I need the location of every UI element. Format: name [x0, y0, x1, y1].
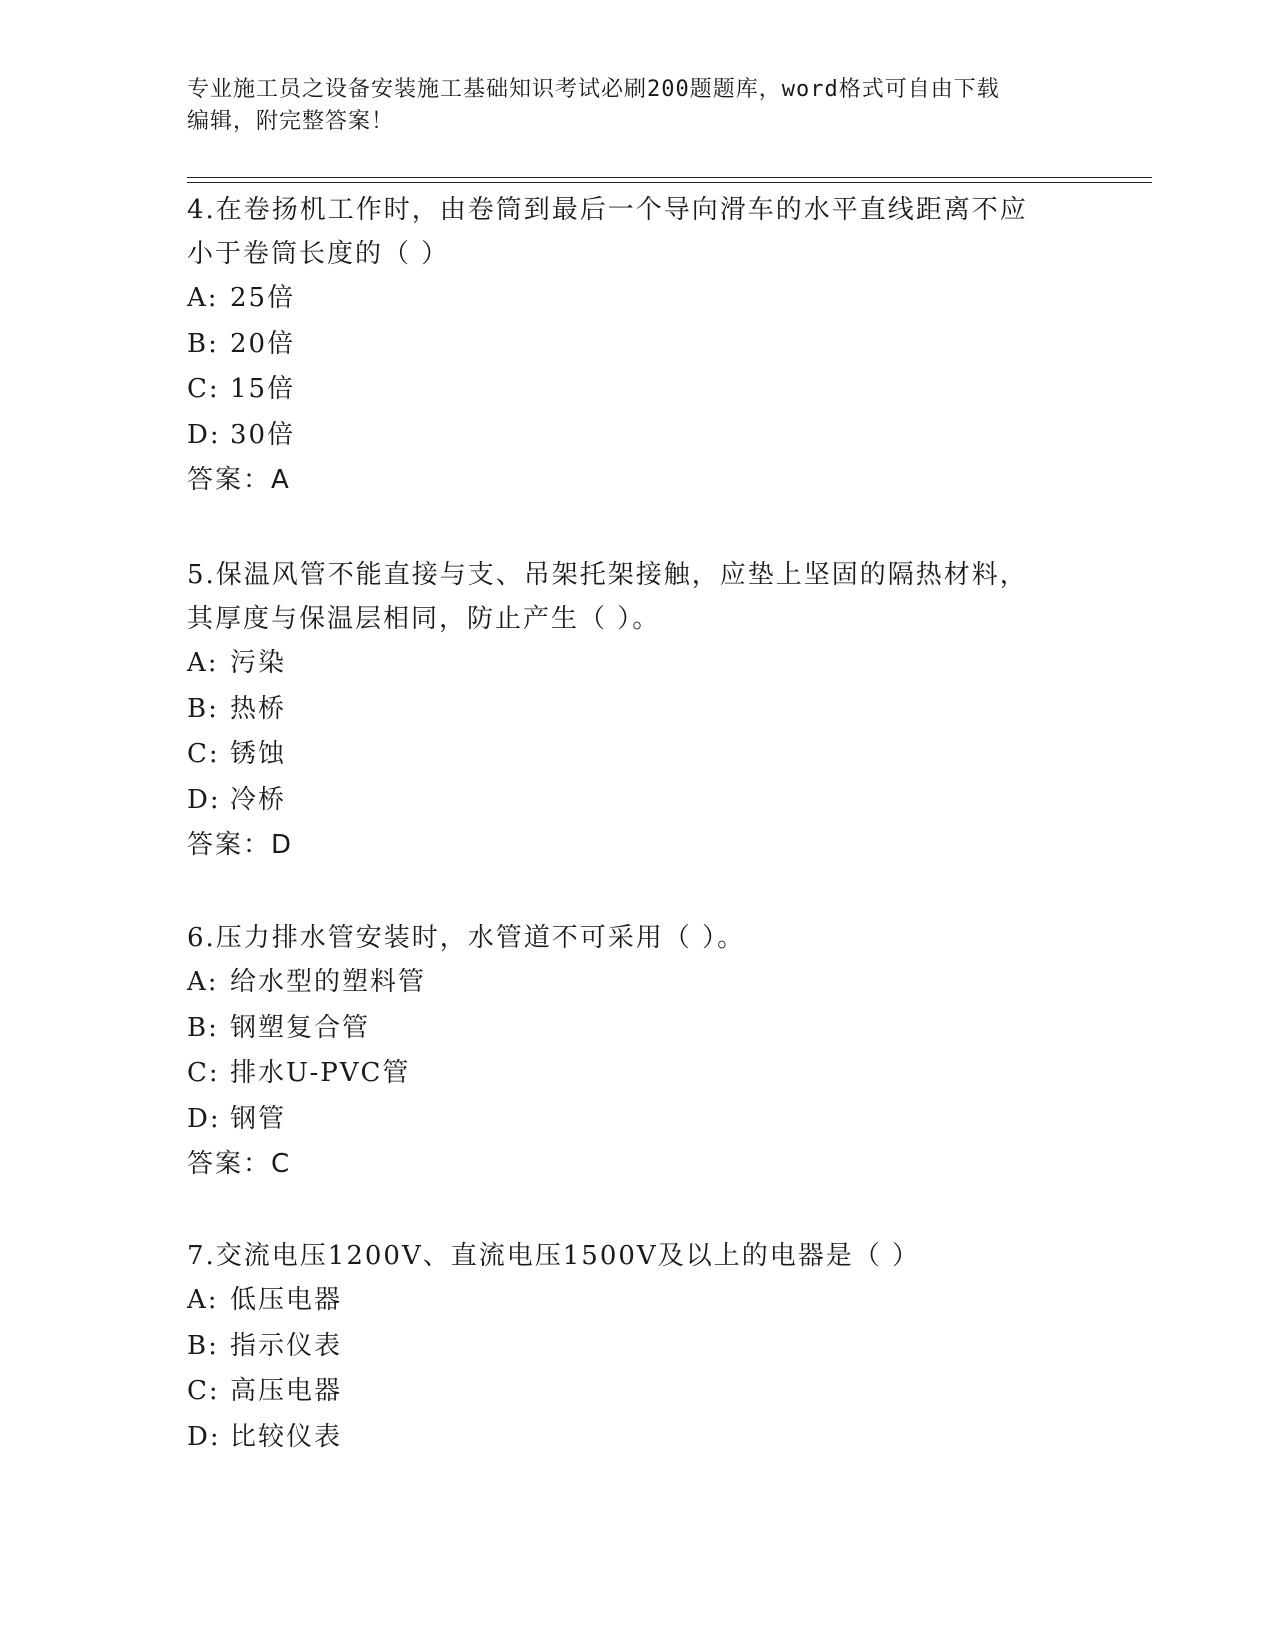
option-c [187, 1051, 1067, 1097]
option-letter: C: [187, 1376, 220, 1406]
option-letter: D: [187, 1103, 221, 1134]
option-text: 15倍 [230, 374, 296, 404]
option-d [187, 1415, 1067, 1461]
question-5 [187, 553, 1067, 868]
option-c [187, 732, 1067, 778]
question-stem-line1: 6.压力排水管安装时，水管道不可采用（ ）。 [187, 923, 746, 953]
option-letter: B: [187, 328, 219, 359]
option-text: 给水型的塑料管 [230, 967, 427, 997]
option-letter: B: [187, 1012, 219, 1043]
header-title-line2: 编辑，附完整答案！ [187, 109, 395, 134]
option-c [187, 367, 1067, 413]
option-text: 钢塑复合管 [230, 1012, 371, 1043]
option-a [187, 641, 1067, 687]
option-letter: D: [187, 1421, 221, 1452]
option-letter: A: [187, 967, 219, 997]
option-text: 锈蚀 [230, 739, 287, 769]
option-text: 比较仪表 [230, 1421, 343, 1452]
question-4 [187, 188, 1067, 503]
question-stem-line2: 其厚度与保温层相同，防止产生（ ）。 [187, 604, 661, 634]
option-d [187, 413, 1067, 459]
option-letter: C: [187, 1058, 220, 1088]
question-stem-line1: 5.保温风管不能直接与支、吊架托架接触，应垫上坚固的隔热材料， [187, 560, 1028, 590]
option-text: 热桥 [230, 693, 287, 724]
option-text: 30倍 [230, 419, 296, 450]
option-letter: A: [187, 1285, 219, 1315]
option-letter: A: [187, 648, 219, 678]
option-letter: A: [187, 283, 219, 313]
answer-line: 答案：C [187, 1149, 292, 1179]
option-letter: C: [187, 374, 220, 404]
option-text: 污染 [230, 648, 287, 678]
option-text: 排水U-PVC管 [230, 1058, 411, 1088]
option-a [187, 276, 1067, 322]
header-divider-bottom [187, 182, 1152, 183]
option-a [187, 1278, 1067, 1324]
option-text: 低压电器 [230, 1285, 343, 1315]
option-d [187, 778, 1067, 824]
question-7 [187, 1234, 1067, 1460]
option-d [187, 1097, 1067, 1143]
option-b [187, 1324, 1067, 1370]
option-text: 钢管 [230, 1103, 287, 1134]
document-header [187, 74, 1067, 138]
option-b [187, 322, 1067, 368]
option-letter: B: [187, 1330, 219, 1361]
option-text: 20倍 [230, 328, 296, 359]
option-letter: D: [187, 784, 221, 815]
question-6 [187, 916, 1067, 1187]
answer-line: 答案：A [187, 465, 291, 495]
option-a [187, 960, 1067, 1006]
header-divider-top [187, 177, 1152, 178]
question-stem-line2: 小于卷筒长度的（ ） [187, 239, 450, 269]
option-b [187, 1006, 1067, 1052]
header-title-line1: 专业施工员之设备安装施工基础知识考试必刷200题题库，word格式可自由下载 [187, 77, 1000, 102]
question-stem-line1: 4.在卷扬机工作时，由卷筒到最后一个导向滑车的水平直线距离不应 [187, 195, 1028, 225]
option-text: 指示仪表 [230, 1330, 343, 1361]
option-letter: C: [187, 739, 220, 769]
option-letter: D: [187, 419, 221, 450]
option-text: 冷桥 [230, 784, 287, 815]
option-letter: B: [187, 693, 219, 724]
option-c [187, 1369, 1067, 1415]
question-stem-line1: 7.交流电压1200V、直流电压1500V及以上的电器是（ ） [187, 1241, 920, 1271]
option-b [187, 687, 1067, 733]
option-text: 25倍 [230, 283, 296, 313]
answer-line: 答案：D [187, 830, 294, 860]
option-text: 高压电器 [230, 1376, 343, 1406]
